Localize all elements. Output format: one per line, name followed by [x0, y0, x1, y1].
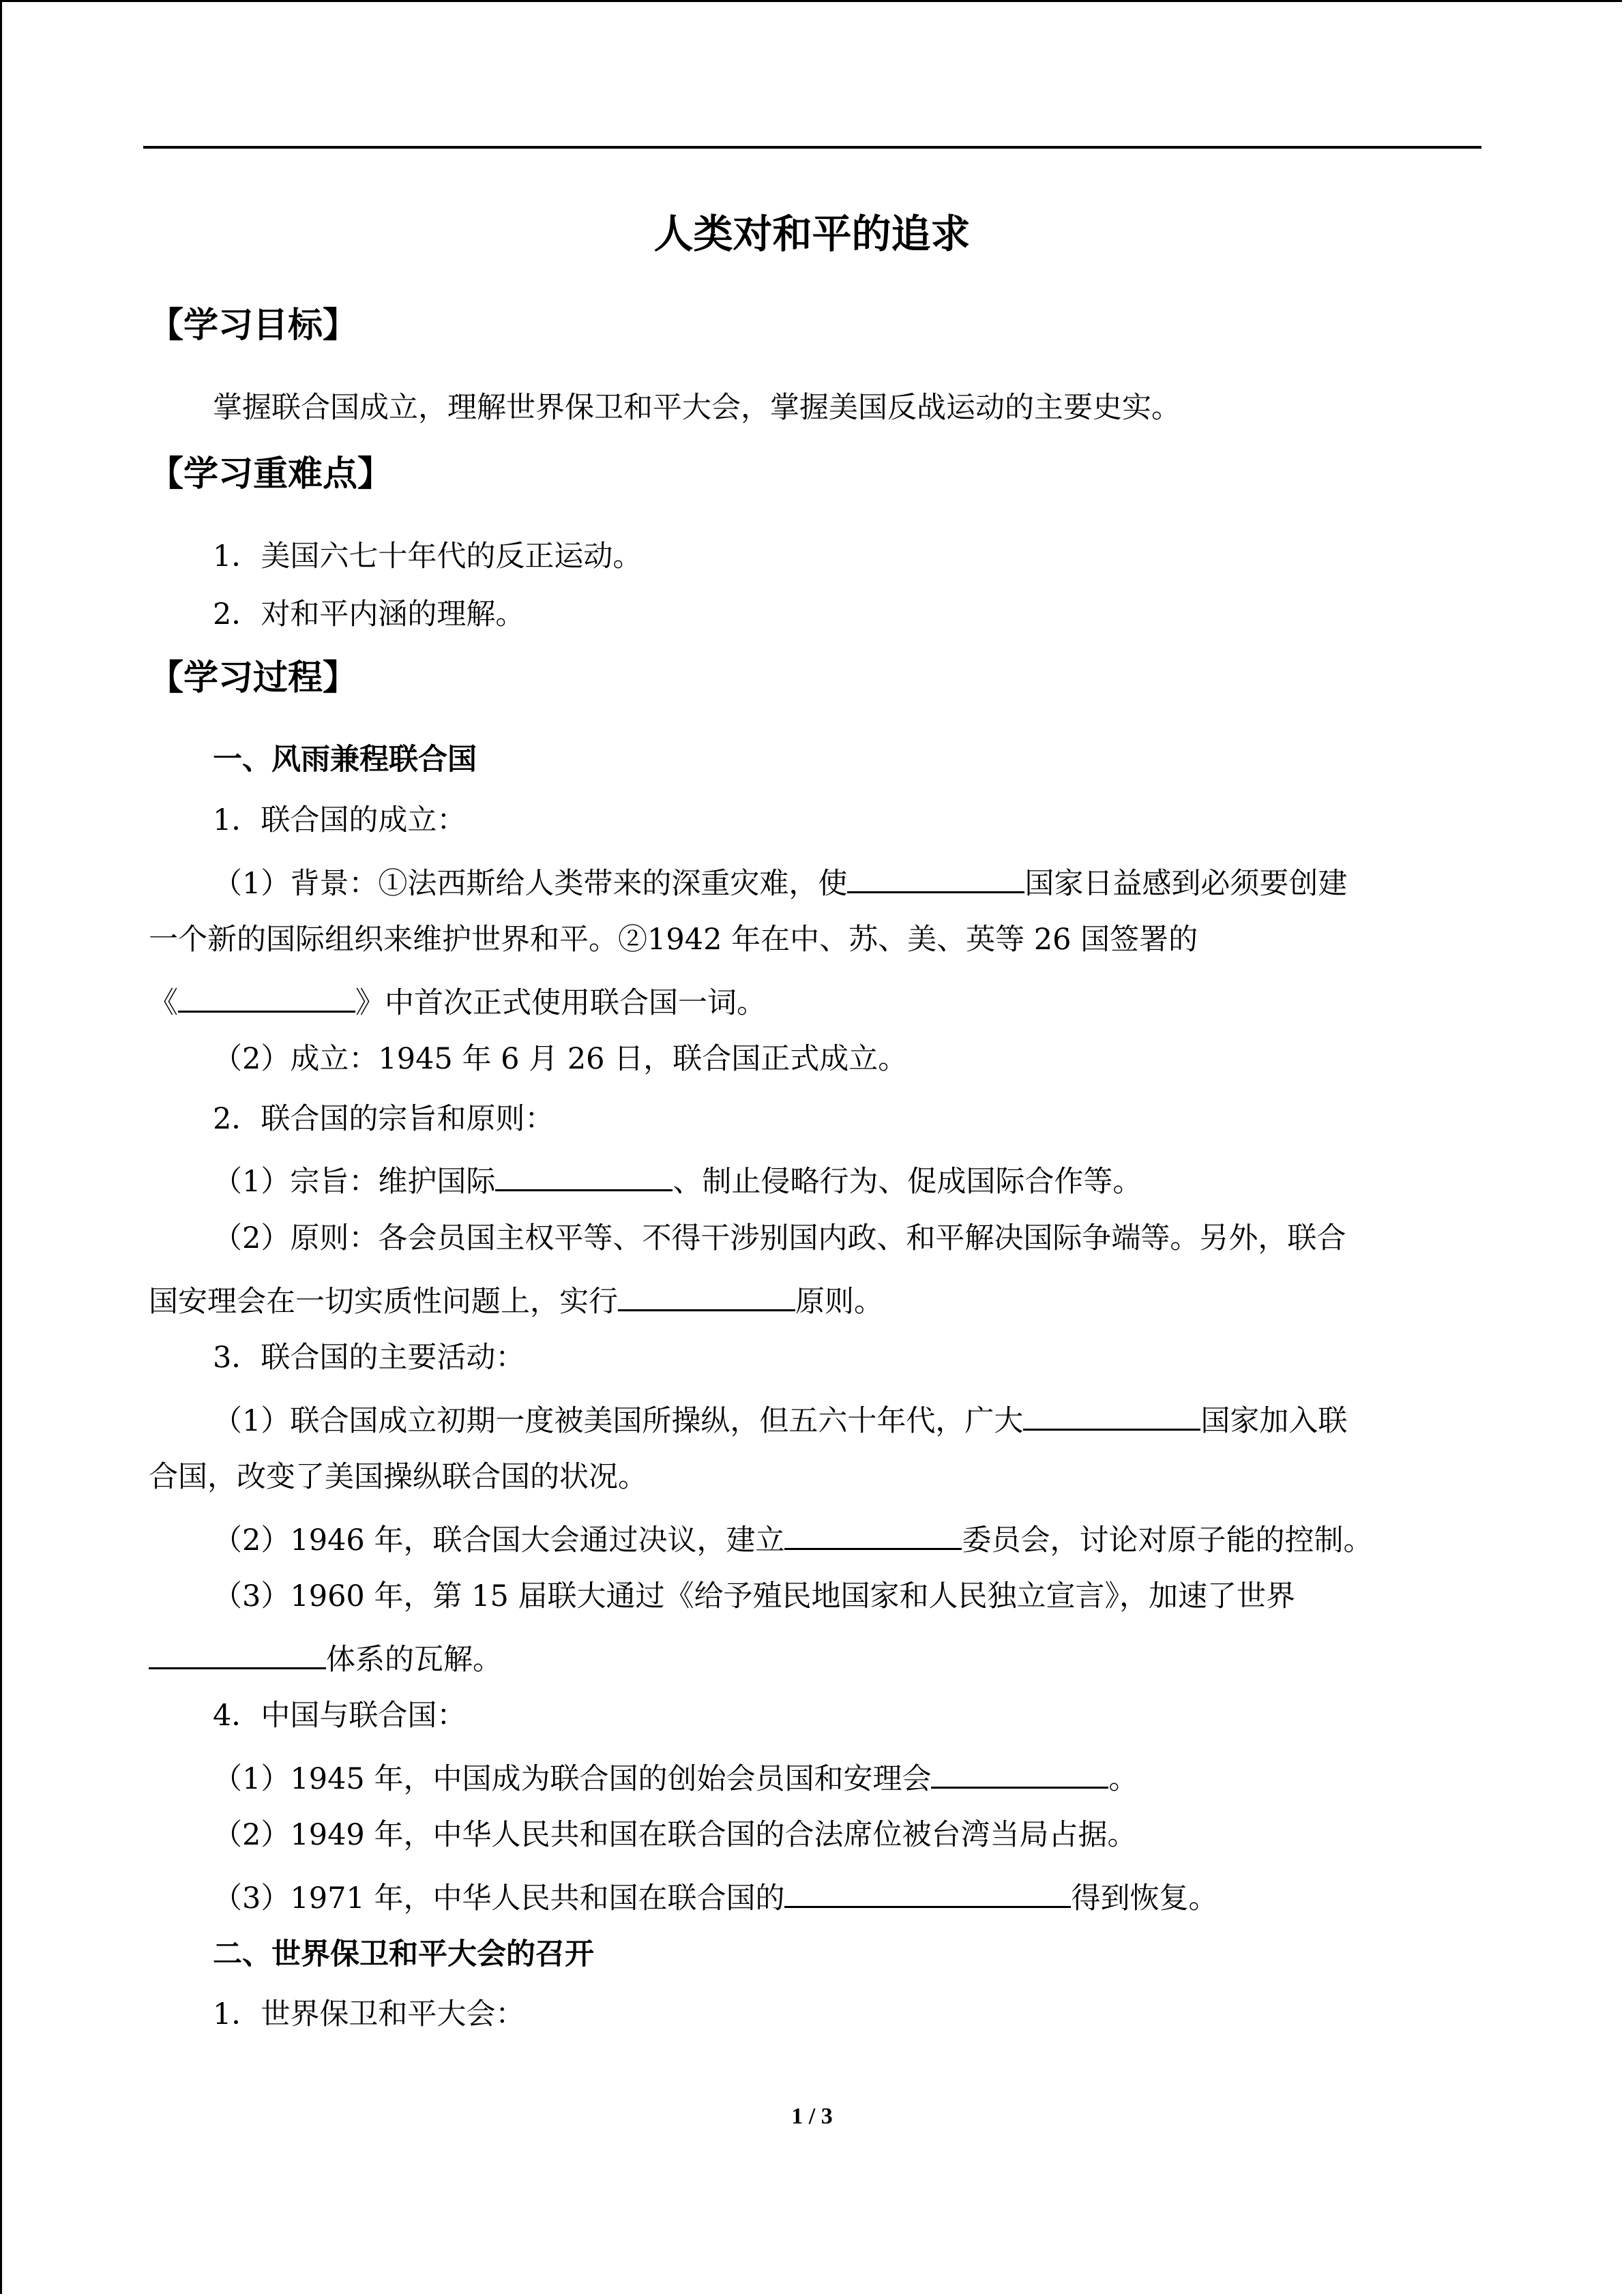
- fill-blank[interactable]: [1023, 1399, 1200, 1431]
- goals-heading: 【学习目标】: [149, 305, 358, 346]
- keypoint-item-1: 1．美国六七十年代的反正运动。: [213, 539, 643, 573]
- fill-blank[interactable]: [178, 981, 355, 1013]
- process-heading: 【学习过程】: [149, 658, 358, 698]
- aim-text-a: （1）宗旨：维护国际: [213, 1165, 496, 1199]
- china3-text-a: （3）1971 年，中华人民共和国在联合国的: [213, 1881, 785, 1915]
- principle-text-a: 国安理会在一切实质性问题上，实行: [149, 1285, 618, 1319]
- activity3-text-b: 体系的瓦解。: [326, 1643, 502, 1677]
- fill-blank[interactable]: [149, 1637, 326, 1669]
- p3-activity2: [213, 1518, 1372, 1560]
- p2-principle-line1: （2）原则：各会员国主权平等、不得干涉别国内政、和平解决国际争端等。另外，联合: [213, 1221, 1346, 1255]
- p2-title: 2．联合国的宗旨和原则：: [213, 1102, 555, 1136]
- p2-principle-line2: [149, 1279, 883, 1321]
- p4-china2: （2）1949 年，中华人民共和国在联合国的合法席位被台湾当局占据。: [213, 1818, 1137, 1852]
- p1-background-line3: [149, 981, 766, 1022]
- page-number: 1 / 3: [791, 2104, 833, 2129]
- keypoint-item-2: 2．对和平内涵的理解。: [213, 597, 525, 631]
- p3-activity1-line1: [213, 1399, 1347, 1440]
- fill-blank[interactable]: [784, 1876, 1071, 1908]
- bg-line3-text: 》中首次正式使用联合国一词。: [355, 986, 766, 1020]
- section1-heading: 一、风雨兼程联合国: [213, 743, 477, 777]
- p1-background-line1: [213, 861, 1347, 903]
- china1-text-a: （1）1945 年，中国成为联合国的创始会员国和安理会: [213, 1762, 932, 1796]
- fill-blank[interactable]: [931, 1757, 1108, 1789]
- section2-p1-title: 1．世界保卫和平大会：: [213, 1997, 525, 2031]
- goals-text: 掌握联合国成立，理解世界保卫和平大会，掌握美国反战运动的主要史实。: [213, 391, 1181, 425]
- p4-china3: [213, 1876, 1217, 1918]
- p3-title: 3．联合国的主要活动：: [213, 1341, 525, 1375]
- fill-blank[interactable]: [618, 1279, 795, 1311]
- p4-china1: [213, 1757, 1138, 1798]
- header-rule: [143, 146, 1481, 149]
- page-title: 人类对和平的追求: [653, 211, 971, 257]
- p1-title: 1．联合国的成立：: [213, 803, 467, 837]
- aim-text-b: 、制止侵略行为、促成国际合作等。: [673, 1165, 1142, 1199]
- fill-blank[interactable]: [495, 1159, 673, 1191]
- principle-text-b: 原则。: [795, 1285, 883, 1319]
- bracket-open: 《: [149, 986, 178, 1020]
- activity2-text-a: （2）1946 年，联合国大会通过决议，建立: [213, 1523, 785, 1557]
- p2-aim: [213, 1159, 1142, 1201]
- p1-established: （2）成立：1945 年 6 月 26 日，联合国正式成立。: [213, 1042, 908, 1076]
- activity2-text-b: 委员会，讨论对原子能的控制。: [962, 1523, 1373, 1557]
- section2-heading: 二、世界保卫和平大会的召开: [213, 1937, 594, 1971]
- keypoints-heading: 【学习重难点】: [149, 454, 393, 494]
- p3-activity1-line2: 合国，改变了美国操纵联合国的状况。: [149, 1460, 647, 1494]
- fill-blank[interactable]: [784, 1518, 962, 1550]
- p1-background-line2: 一个新的国际组织来维护世界和平。②1942 年在中、苏、美、英等 26 国签署的: [149, 923, 1198, 957]
- bg-text-a: （1）背景：①法西斯给人类带来的深重灾难，使: [213, 867, 848, 901]
- fill-blank[interactable]: [847, 861, 1024, 893]
- activity1-text-b: 国家加入联: [1200, 1404, 1348, 1438]
- p4-title: 4．中国与联合国：: [213, 1699, 467, 1733]
- p3-activity3-line1: （3）1960 年，第 15 届联大通过《给予殖民地国家和人民独立宣言》，加速了世界: [213, 1579, 1296, 1613]
- china3-text-b: 得到恢复。: [1071, 1881, 1218, 1915]
- bg-text-b: 国家日益感到必须要创建: [1024, 867, 1348, 901]
- p3-activity3-line2: [149, 1637, 502, 1679]
- china1-text-b: 。: [1108, 1762, 1138, 1796]
- activity1-text-a: （1）联合国成立初期一度被美国所操纵，但五六十年代，广大: [213, 1404, 1024, 1438]
